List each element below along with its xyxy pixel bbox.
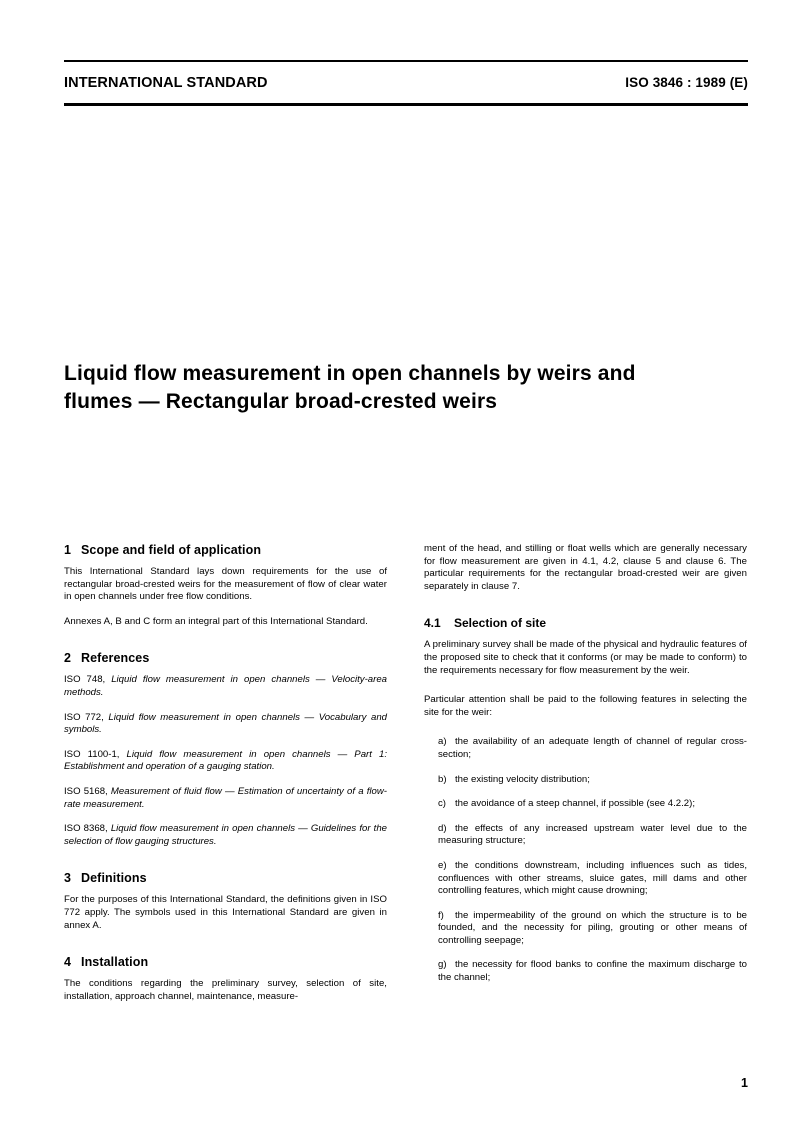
section-heading-1 (64, 543, 387, 558)
section-title-1: Scope and field of application (81, 543, 262, 557)
reference-title: Liquid flow measurement in open channels — Vocabulary and symbols. (64, 711, 387, 736)
reference-id: ISO 748, (64, 674, 106, 686)
list-item-marker: e) (438, 859, 447, 871)
list-item (424, 798, 747, 811)
list-item-marker: b) (438, 773, 447, 785)
left-column (64, 543, 387, 1003)
reference-id: ISO 772, (64, 711, 104, 723)
document-type-label: INTERNATIONAL STANDARD (64, 75, 268, 91)
list-item (424, 959, 747, 984)
list-item-text: the necessity for flood banks to confine the maximum discharge to the channel; (438, 959, 747, 984)
list-item-text: the impermeability of the ground on which the structure is to be founded, and the necessity for piling, grouting or other means of controlling seepage; (438, 909, 747, 946)
standard-reference: ISO 3846 : 1989 (E) (625, 75, 748, 90)
list-item-marker: g) (438, 959, 447, 971)
right-column (424, 543, 747, 1003)
reference-item (64, 786, 387, 811)
subsection-number-4-1: 4.1 (424, 616, 441, 631)
subsection-heading-4-1 (424, 616, 747, 631)
list-item (424, 910, 747, 948)
reference-title: Liquid flow measurement in open channels — Part 1: Establishment and operation of a gauging station. (64, 748, 387, 773)
list-item (424, 823, 747, 848)
list-item-text: the existing velocity distribution; (455, 773, 590, 785)
subsection41-paragraph-1: A preliminary survey shall be made of the physical and hydraulic features of the proposed site to check that it conforms (or may be made to conform) to the requirements necessary for flow measurement by the weir. (424, 639, 747, 676)
page-number: 1 (741, 1076, 748, 1090)
list-item-text: the avoidance of a steep channel, if possible (see 4.2.2); (455, 798, 695, 810)
list-item-marker: d) (438, 822, 447, 834)
section-number-1: 1 (64, 543, 72, 557)
list-item (424, 860, 747, 898)
reference-id: ISO 8368, (64, 823, 108, 835)
body-columns (64, 543, 748, 1003)
section-number-3: 3 (64, 871, 72, 886)
reference-id: ISO 1100-1, (64, 748, 120, 760)
list-item-marker: c) (438, 798, 446, 810)
section-title-2: References (81, 651, 150, 666)
reference-id: ISO 5168, (64, 785, 108, 797)
section3-paragraph-1: For the purposes of this International Standard, the definitions given in ISO 772 apply. The symbols used in this International Standard are given in annex A. (64, 894, 387, 931)
section4-paragraph-1: The conditions regarding the preliminary survey, selection of site, installation, approach channel, maintenance, measure- (64, 978, 387, 1002)
section4-continuation-paragraph: ment of the head, and stilling or float wells which are generally necessary for flow measurement are given in 4.1, 4.2, clause 5 and clause 6. The particular requirements for the rectangular broad-crested weir are given separately in clause 7. (424, 543, 747, 592)
section1-paragraph-1: This International Standard lays down requirements for the use of rectangular broad-crested weirs for the measurement of flow of clear water in open channels under free flow conditions. (64, 566, 387, 603)
reference-item (64, 749, 387, 774)
list-item-text: the effects of any increased upstream water level due to the measuring structure; (438, 822, 747, 847)
reference-item (64, 823, 387, 848)
reference-title: Liquid flow measurement in open channels — Guidelines for the selection of flow gauging structures. (64, 823, 387, 847)
reference-item (64, 674, 387, 699)
section-title-4: Installation (81, 955, 149, 970)
subsection-title-4-1: Selection of site (454, 616, 547, 631)
list-item-marker: f) (438, 909, 444, 921)
header-row (64, 62, 748, 103)
page-header (64, 60, 748, 106)
section-heading-3 (64, 871, 387, 886)
section-number-4: 4 (64, 955, 72, 970)
page-title: Liquid flow measurement in open channels by weirs and flumes — Rectangular broad-crested weirs (64, 362, 636, 413)
section1-paragraph-2: Annexes A, B and C form an integral part of this International Standard. (64, 615, 368, 627)
reference-title: Liquid flow measurement in open channels — Velocity-area methods. (64, 674, 387, 698)
list-item-text: the conditions downstream, including influences such as tides, confluences with other streams, sluice gates, mill dams and other controlling features, which might cause drowning; (438, 859, 747, 897)
header-bottom-rule (64, 103, 748, 106)
reference-item (64, 712, 387, 737)
list-item (424, 736, 747, 761)
section-number-2: 2 (64, 651, 72, 666)
subsection41-paragraph-2: Particular attention shall be paid to the following features in selecting the site for the weir: (424, 694, 747, 718)
list-item-marker: a) (438, 736, 447, 748)
list-item (424, 774, 747, 787)
list-item-text: the availability of an adequate length of channel of regular cross-section; (438, 736, 747, 760)
section-title-3: Definitions (81, 871, 147, 886)
reference-title: Measurement of fluid flow — Estimation of uncertainty of a flow-rate measurement. (64, 785, 388, 810)
section-heading-2 (64, 651, 387, 666)
section-heading-4 (64, 955, 387, 970)
